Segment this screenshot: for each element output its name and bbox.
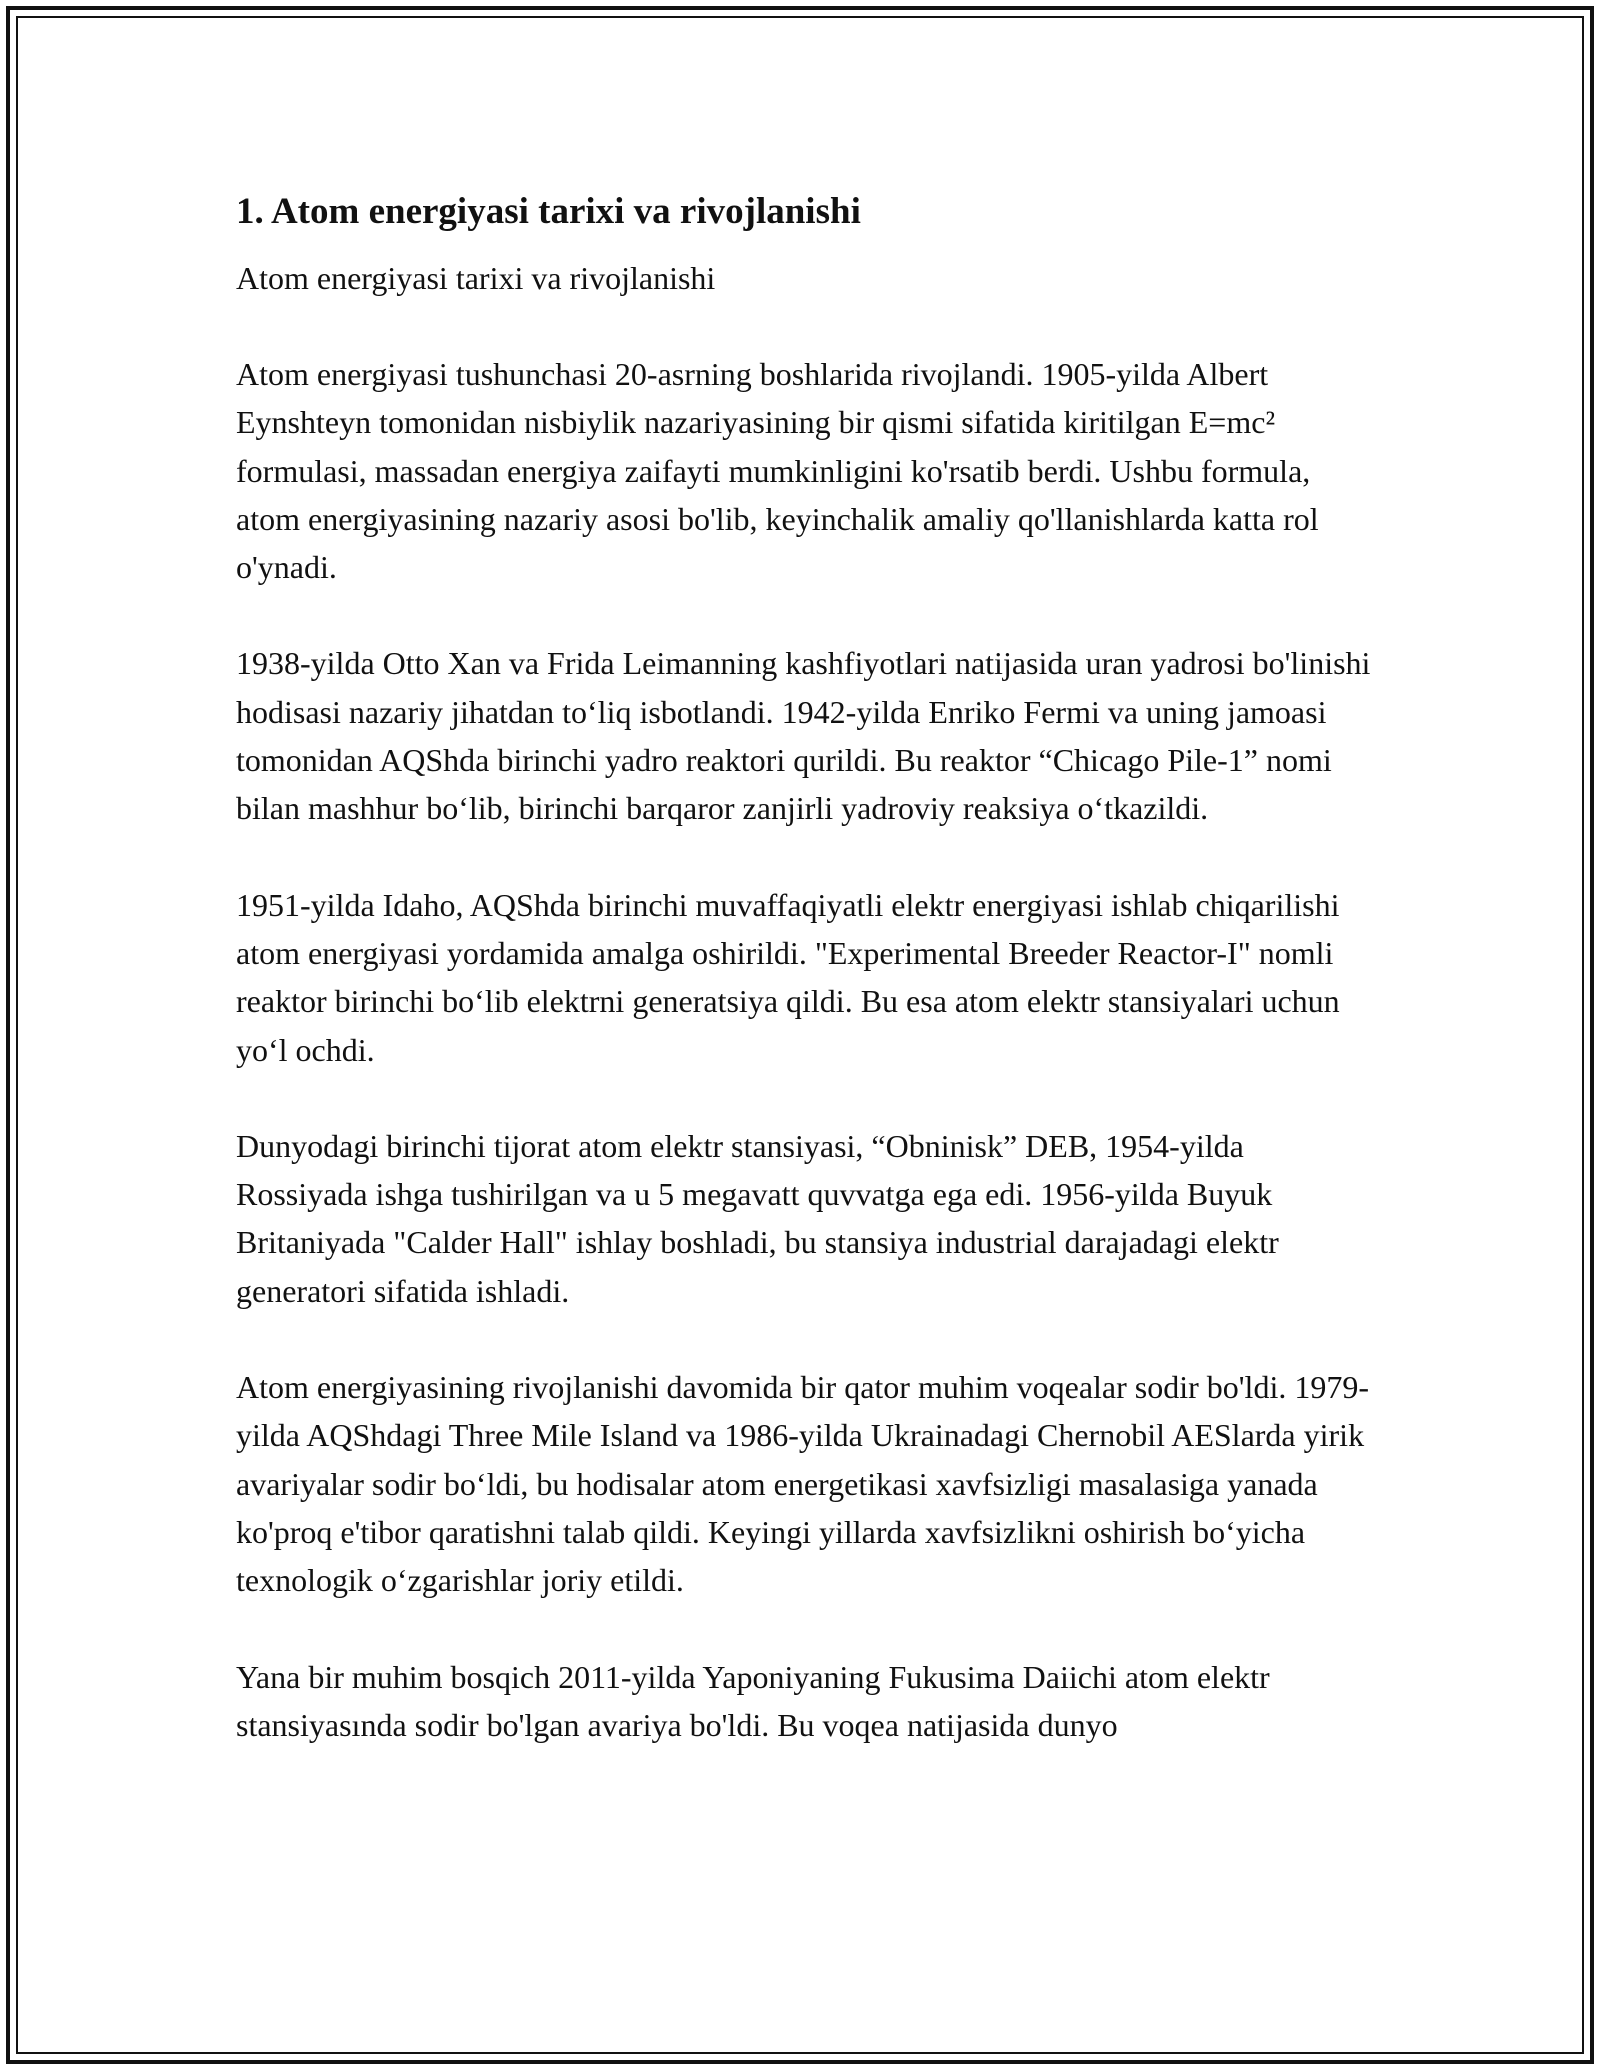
paragraph-2: 1938-yilda Otto Xan va Frida Leimanning kashfiyotlari natijasida uran yadrosi bo'linishi hodisasi nazariy jihatdan to‘liq isbotlandi. 1942-yilda Enriko Fermi va uning jamoasi tomonidan AQShda birinchi yadro reaktori qurildi. Bu reaktor “Chicago Pile-1” nomi bilan mashhur bo‘lib, birinchi barqaror zanjirli yadroviy reaksiya o‘tkazildi. <box>236 645 1371 827</box>
paragraph-6: Yana bir muhim bosqich 2011-yilda Yaponiyaning Fukusima Daiichi atom elektr stansiyasında sodir bo'lgan avariya bo'ldi. Bu voqea natijasida dunyo <box>236 1658 1270 1743</box>
document-page <box>236 186 1376 1797</box>
section-subtitle: Atom energiyasi tarixi va rivojlanishi <box>236 260 716 296</box>
section-heading: 1. Atom energiyasi tarixi va rivojlanishi <box>236 191 861 232</box>
paragraph-1: Atom energiyasi tushunchasi 20-asrning boshlarida rivojlandi. 1905-yilda Albert Eynshteyn tomonidan nisbiylik nazariyasining bir qismi sifatida kiritilgan E=mc² formulasi, massadan energiya zaifayti mumkinligini ko'rsatib berdi. Ushbu formula, atom energiyasining nazariy asosi bo'lib, keyinchalik amaliy qo'llanishlarda katta rol o'ynadi. <box>236 356 1319 586</box>
paragraph-3: 1951-yilda Idaho, AQShda birinchi muvaffaqiyatli elektr energiyasi ishlab chiqarilishi atom energiyasi yordamida amalga oshirildi. "Experimental Breeder Reactor-I" nomli reaktor birinchi bo‘lib elektrni generatsiya qildi. Bu esa atom elektr stansiyalari uchun yo‘l ochdi. <box>236 886 1340 1068</box>
paragraph-5: Atom energiyasining rivojlanishi davomida bir qator muhim voqealar sodir bo'ldi. 1979-yilda AQShdagi Three Mile Island va 1986-yilda Ukrainadagi Chernobil AESlarda yirik avariyalar sodir bo‘ldi, bu hodisalar atom energetikasi xavfsizligi masalasiga yanada ko'proq e'tibor qaratishni talab qildi. Keyingi yillarda xavfsizlikni oshirish bo‘yicha texnologik o‘zgarishlar joriy etildi. <box>236 1369 1369 1599</box>
paragraph-4: Dunyodagi birinchi tijorat atom elektr stansiyasi, “Obninisk” DEB, 1954-yilda Rossiyada ishga tushirilgan va u 5 megavatt quvvatga ega edi. 1956-yilda Buyuk Britaniyada "Calder Hall" ishlay boshladi, bu stansiya industrial darajadagi elektr generatori sifatida ishladi. <box>236 1127 1279 1309</box>
